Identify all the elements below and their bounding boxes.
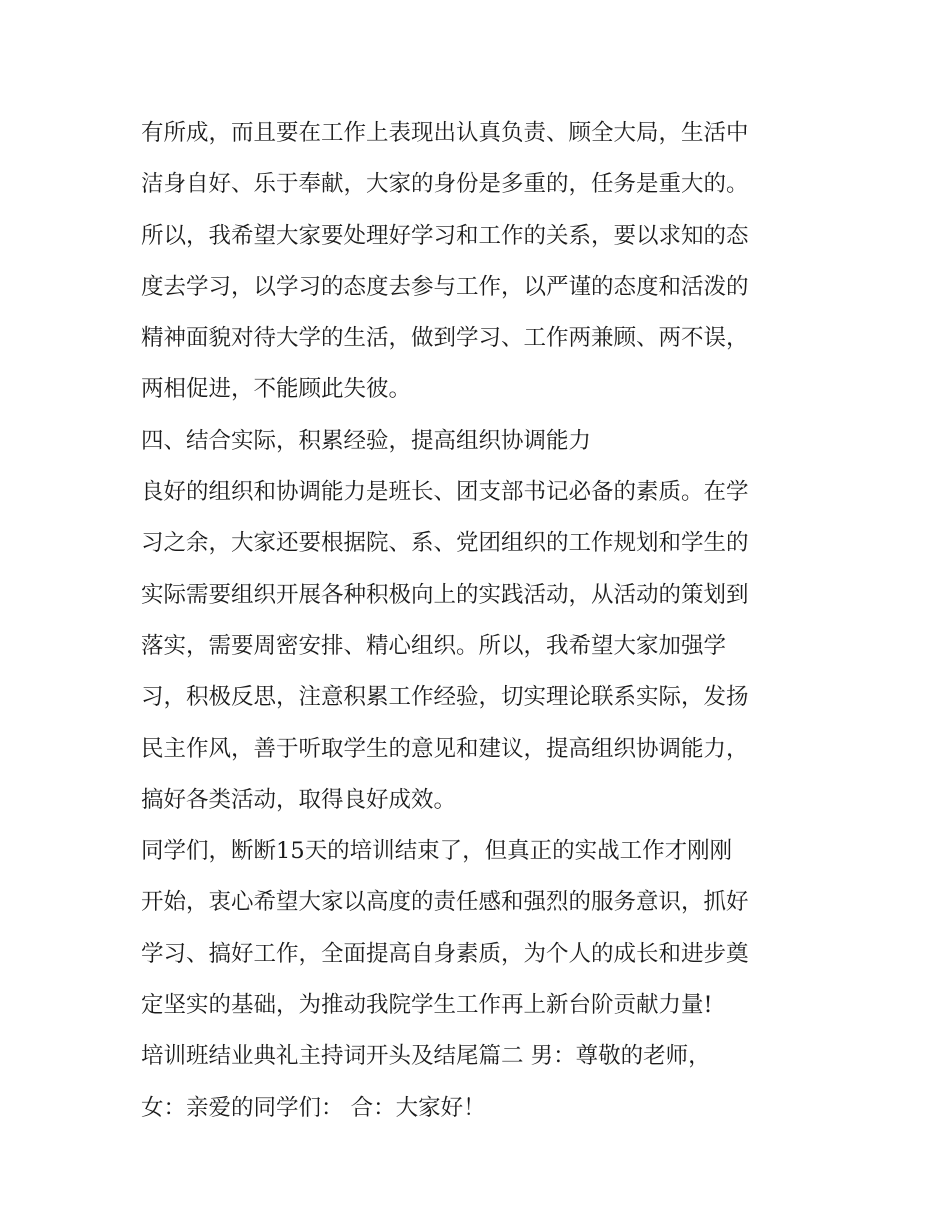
text-line: 实际需要组织开展各种积极向上的实践活动，从活动的策划到 [141,581,749,608]
text-line: 搞好各类活动，取得良好成效。 [141,786,457,813]
text-line: 民主作风，善于听取学生的意见和建议，提高组织协调能力， [141,735,749,762]
text-line: 同学们，断断15天的培训结束了，但真正的实战工作才刚刚 [141,838,733,865]
text-line: 良好的组织和协调能力是班长、团支部书记必备的素质。在学 [141,479,749,506]
section-heading: 四、结合实际，积累经验，提高组织协调能力 [141,427,592,454]
text-line: 定坚实的基础，为推动我院学生工作再上新台阶贡献力量! [141,992,713,1019]
text-line: 度去学习，以学习的态度去参与工作，以严谨的态度和活泼的 [141,273,749,300]
text-line: 精神面貌对待大学的生活，做到学习、工作两兼顾、两不误， [141,325,749,352]
text-line: 习之余，大家还要根据院、系、党团组织的工作规划和学生的 [141,530,749,557]
text-line: 开始，衷心希望大家以高度的责任感和强烈的服务意识，抓好 [141,889,749,916]
document-body [141,108,821,1134]
text-line: 两相促进，不能顾此失彼。 [141,376,412,403]
text-line: 女：亲爱的同学们： 合：大家好！ [141,1094,486,1121]
text-line: 所以，我希望大家要处理好学习和工作的关系，要以求知的态 [141,222,749,249]
text-line: 落实，需要周密安排、精心组织。所以，我希望大家加强学 [141,632,727,659]
text-line: 洁身自好、乐于奉献，大家的身份是多重的，任务是重大的。 [141,171,749,198]
text-line: 有所成，而且要在工作上表现出认真负责、顾全大局，生活中 [141,120,749,146]
text-line: 习，积极反思，注意积累工作经验，切实理论联系实际，发扬 [141,684,749,711]
text-line: 培训班结业典礼主持词开头及结尾篇二 男：尊敬的老师， [141,1043,711,1070]
text-line: 学习、搞好工作，全面提高自身素质，为个人的成长和进步奠 [141,940,749,967]
